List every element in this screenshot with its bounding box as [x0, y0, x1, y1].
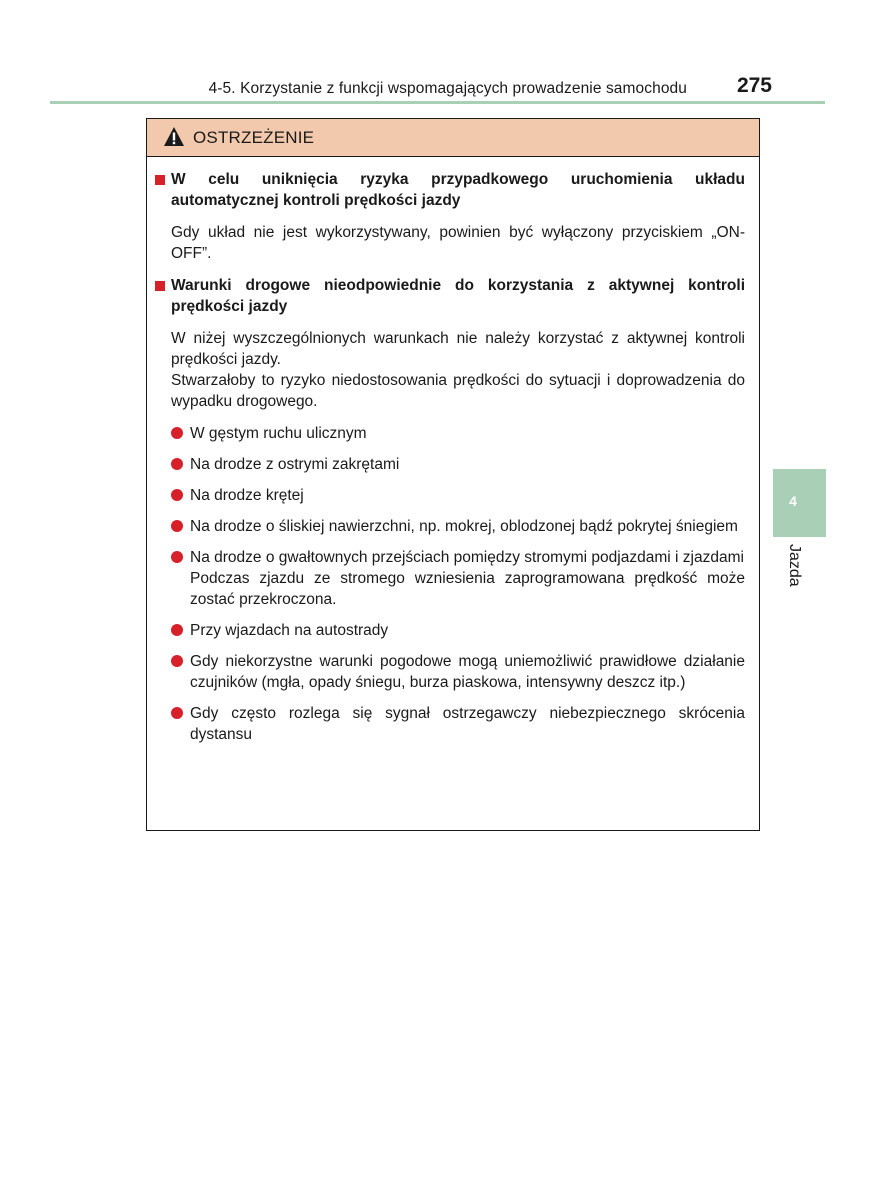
square-bullet-icon — [155, 175, 165, 185]
page-header — [50, 72, 825, 102]
list-item-text: Gdy często rozlega się sygnał ostrzegawczy niebezpiecznego skrócenia dystansu — [190, 705, 745, 743]
list-item-text: Przy wjazdach na autostrady — [190, 622, 389, 639]
round-bullet-icon — [171, 707, 183, 719]
section-heading — [155, 275, 745, 317]
conditions-list — [171, 423, 745, 745]
list-item — [171, 454, 745, 475]
paragraph-line: W niżej wyszczególnionych warunkach nie należy korzystać z aktywnej kontroli prędkości jazdy. — [171, 330, 745, 368]
list-item — [171, 620, 745, 641]
round-bullet-icon — [171, 551, 183, 563]
list-item-text: Na drodze krętej — [190, 487, 304, 504]
paragraph-line: Stwarzałoby to ryzyko niedostosowania prędkości do sytuacji i doprowadzenia do wypadku drogowego. — [171, 372, 745, 410]
chapter-tab — [773, 469, 826, 537]
round-bullet-icon — [171, 489, 183, 501]
list-item-text: W gęstym ruchu ulicznym — [190, 425, 367, 442]
section-heading-text: W celu uniknięcia ryzyka przypadkowego uruchomienia układu automatycznej kontroli prędkości jazdy — [171, 171, 745, 209]
warning-box — [146, 118, 760, 831]
round-bullet-icon — [171, 655, 183, 667]
warning-header — [147, 119, 759, 157]
warning-section — [155, 275, 745, 745]
chapter-label-text: Jazda — [786, 544, 803, 587]
page-number: 275 — [736, 74, 772, 97]
warning-triangle-icon — [163, 126, 185, 147]
warning-section — [155, 169, 745, 264]
section-heading-text: Warunki drogowe nieodpowiednie do korzystania z aktywnej kontroli prędkości jazdy — [171, 277, 745, 315]
square-bullet-icon — [155, 281, 165, 291]
list-item — [171, 516, 745, 537]
section-heading — [155, 169, 745, 211]
list-item — [171, 703, 745, 745]
chapter-label — [786, 543, 802, 603]
list-item-note: Podczas zjazdu ze stromego wzniesienia zaprogramowana prędkość może zostać przekroczona. — [190, 570, 745, 608]
warning-content — [147, 157, 759, 745]
list-item-body — [190, 547, 745, 610]
chapter-number: 4 — [789, 493, 797, 509]
list-item — [171, 547, 745, 610]
round-bullet-icon — [171, 520, 183, 532]
list-item-text: Gdy niekorzystne warunki pogodowe mogą uniemożliwić prawidłowe działanie czujników (mgła, opady śniegu, burza piaskowa, intensywny deszcz itp.) — [190, 653, 745, 691]
paragraph — [171, 328, 745, 412]
round-bullet-icon — [171, 624, 183, 636]
list-item — [171, 651, 745, 693]
warning-title: OSTRZEŻENIE — [193, 128, 315, 147]
list-item-text: Na drodze o gwałtownych przejściach pomiędzy stromymi podjazdami i zjazdami — [190, 549, 744, 566]
list-item — [171, 423, 745, 444]
list-item-text: Na drodze o śliskiej nawierzchni, np. mokrej, oblodzonej bądź pokrytej śniegiem — [190, 518, 738, 535]
paragraph: Gdy układ nie jest wykorzystywany, powinien być wyłączony przyciskiem „ON-OFF”. — [171, 224, 745, 262]
round-bullet-icon — [171, 458, 183, 470]
header-divider — [50, 101, 825, 104]
section-title: 4-5. Korzystanie z funkcji wspomagających prowadzenie samochodu — [208, 80, 687, 97]
round-bullet-icon — [171, 427, 183, 439]
list-item-text: Na drodze z ostrymi zakrętami — [190, 456, 400, 473]
list-item — [171, 485, 745, 506]
